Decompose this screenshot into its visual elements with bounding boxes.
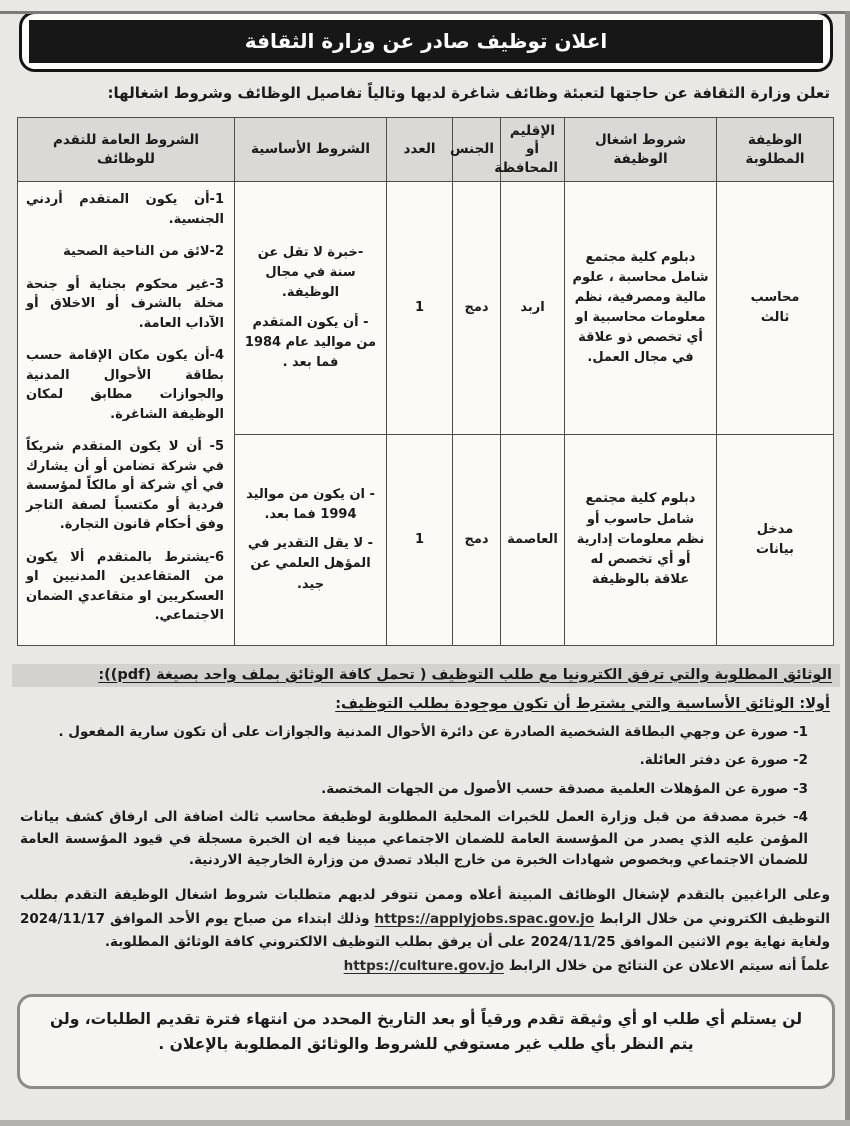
job-conditions-cell: دبلوم كلية مجتمع شامل محاسبة ، علوم مالية ومصرفية، نظم معلومات محاسبية او أي تخصص ذو علاقة في مجال العمل. [565, 182, 717, 435]
intro-text: تعلن وزارة الثقافة عن حاجتها لتعبئة وظائف شاغرة لديها وتالياً تفاصيل الوظائف وشروط اشغالها: [107, 84, 830, 102]
col-header-basic-conditions: الشروط الأساسية [235, 118, 387, 182]
general-condition-item: 1-أن يكون المتقدم أردني الجنسية. [26, 192, 224, 227]
final-notice-box [17, 994, 835, 1089]
vacancies-table [17, 117, 834, 646]
region-cell: العاصمة [501, 435, 565, 645]
scan-edge-bottom [0, 1120, 850, 1126]
general-conditions-cell [18, 182, 235, 646]
gender-cell: دمج [453, 435, 501, 645]
count-cell: 1 [387, 182, 453, 435]
col-header-count: العدد [387, 118, 453, 182]
count-cell: 1 [387, 435, 453, 645]
table-row [18, 182, 834, 435]
job-title-cell [717, 182, 834, 435]
general-condition-item: 5- أن لا يكون المتقدم شريكاً في شركة تضامن أو أن يشارك في أي شركة أو مالكاً لمؤسسة فردية أو مكتسباً لصفة التاجر وفق أحكام قانون التجارة. [26, 439, 224, 532]
results-text: علماً أنه سيتم الاعلان عن النتائج من خلال الرابط [504, 957, 830, 974]
scan-edge-right [845, 11, 850, 1126]
documents-list [20, 722, 808, 873]
basic-condition-item: - ان يكون من مواليد 1994 فما بعد. [246, 486, 375, 523]
job-title: محاسب ثالث [750, 289, 800, 326]
final-notice-text: لن يستلم أي طلب او أي وثيقة تقدم ورقياً أو بعد التاريخ المحدد من انتهاء فترة تقديم الطلبات، ولن يتم النظر بأي طلب غير مستوفي للشروط والوثائق المطلوبة بالإعلان . [49, 1009, 803, 1054]
application-text-1: وعلى الراغبين بالتقدم لإشغال الوظائف المبينة أعلاه وممن تتوفر لديهم متطلبات شروط اشغال الوظيفة التقدم بطلب التوظيف الكتروني من خلال الرابط [20, 887, 831, 927]
document-item: 1- صورة عن وجهي البطاقة الشخصية الصادرة عن دائرة الأحوال المدنية والجوازات على أن تكون سارية المفعول . [58, 723, 808, 740]
general-condition-item: 2-لائق من الناحية الصحية [63, 244, 224, 259]
documents-heading: الوثائق المطلوبة والتي ترفق الكترونيا مع طلب التوظيف ( تحمل كافة الوثائق بملف واحد بصيغة (pdf)): [12, 664, 840, 687]
general-condition-item: 4-أن يكون مكان الإقامة حسب بطاقة الأحوال المدنية والجوازات مطابق لمكان الوظيفة الشاغرة. [26, 348, 224, 422]
col-header-region-governorate: الإقليم أو المحافظة [501, 118, 565, 182]
document-item: 4- خبرة مصدقة من قبل وزارة العمل للخبرات المحلية المطلوبة لوظيفة محاسب ثالث اضافة الى ارفاق كشف بيانات المؤمن عليه الذي يصدر من المؤسسة العامة للضمان الاجتماعي مبينا فيه ان الخبرة مسجلة في قيود المؤسسة العامة للضمان الاجتماعي وبخصوص شهادات الخبرة من خارج البلاد تصدق من وزارة الخارجية الاردنية. [20, 809, 808, 869]
table-header-row [18, 118, 834, 182]
scan-edge-top [0, 11, 850, 14]
basic-condition-item: -خبرة لا تقل عن سنة في مجال الوظيفة. [257, 245, 364, 301]
region-cell: اربد [501, 182, 565, 435]
apply-jobs-link[interactable]: https://applyjobs.spac.gov.jo [374, 910, 595, 927]
job-conditions-cell: دبلوم كلية مجتمع شامل حاسوب أو نظم معلومات إدارية أو أي تخصص له علاقة بالوظيفة [565, 435, 717, 645]
application-paragraph [20, 884, 830, 979]
job-title-cell [717, 435, 834, 645]
document-item: 2- صورة عن دفتر العائلة. [639, 752, 808, 769]
col-header-general-conditions: الشروط العامة للتقدم للوظائف [18, 118, 235, 182]
col-header-job-occupation-conditions: شروط اشغال الوظيفة [565, 118, 717, 182]
application-text-2: وذلك ابتداء من صباح يوم الأحد الموافق 2024/11/17 ولغاية نهاية يوم الاثنين الموافق 2024/11/25 على أن يرفق بطلب التوظيف الالكتروني كافة الوثائق المطلوبة. [20, 910, 830, 951]
gender-cell: دمج [453, 182, 501, 435]
col-header-gender: الجنس [453, 118, 501, 182]
general-condition-item: 6-يشترط بالمتقدم ألا يكون من المتقاعدين المدنيين او العسكريين او متقاعدي الضمان الاجتماعي. [26, 549, 224, 623]
col-header-required-job: الوظيفة المطلوبة [717, 118, 834, 182]
basic-conditions-cell [235, 435, 387, 645]
job-title: مدخل بيانات [756, 521, 794, 557]
basic-condition-item: - لا يقل التقدير في المؤهل العلمي عن جيد. [247, 536, 374, 592]
culture-website-link[interactable]: https://culture.gov.jo [343, 957, 504, 974]
documents-subheading: أولا: الوثائق الأساسية والتي يشترط أن تكون موجودة بطلب التوظيف: [335, 695, 830, 712]
basic-condition-item: - أن يكون المتقدم من مواليد عام 1984 فما بعد . [244, 314, 377, 370]
announcement-title: اعلان توظيف صادر عن وزارة الثقافة [29, 20, 823, 63]
announcement-title-box [19, 11, 833, 72]
basic-conditions-cell [235, 182, 387, 435]
general-condition-item: 3-غير محكوم بجناية أو جنحة مخلة بالشرف أو الاخلاق أو الآداب العامة. [26, 276, 224, 331]
document-item: 3- صورة عن المؤهلات العلمية مصدقة حسب الأصول من الجهات المختصة. [321, 780, 808, 797]
